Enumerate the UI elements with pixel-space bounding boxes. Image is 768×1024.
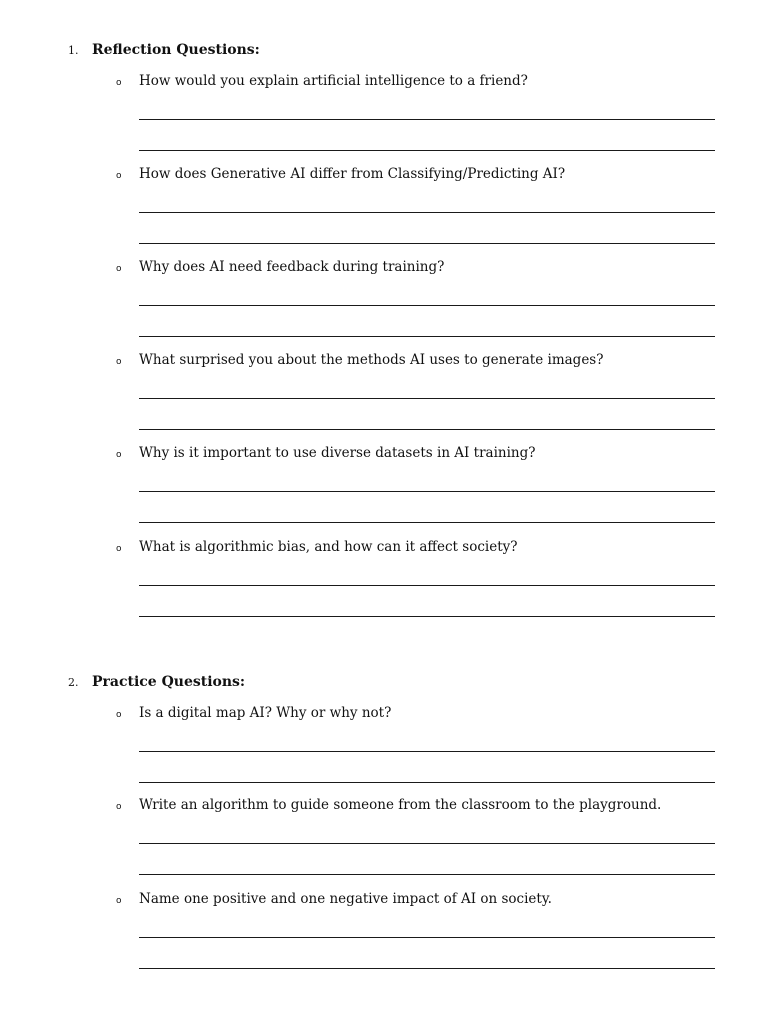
bullet-icon: o <box>116 710 122 720</box>
question-text: What surprised you about the methods AI uses to generate images? <box>139 352 604 368</box>
bullet-icon: o <box>116 896 122 906</box>
question-text: Why is it important to use diverse datasets in AI training? <box>139 445 536 461</box>
answer-line[interactable] <box>139 937 715 938</box>
question-text: Name one positive and one negative impact of AI on society. <box>139 891 552 907</box>
answer-line[interactable] <box>139 336 715 337</box>
answer-line[interactable] <box>139 150 715 151</box>
bullet-icon: o <box>116 357 122 367</box>
answer-line[interactable] <box>139 782 715 783</box>
bullet-icon: o <box>116 78 122 88</box>
section-number: 1. <box>68 44 79 57</box>
bullet-icon: o <box>116 264 122 274</box>
section-2-heading <box>68 674 245 690</box>
bullet-icon: o <box>116 171 122 181</box>
bullet-icon: o <box>116 802 122 812</box>
answer-line[interactable] <box>139 585 715 586</box>
answer-line[interactable] <box>139 243 715 244</box>
section-1-heading <box>68 42 260 58</box>
answer-line[interactable] <box>139 522 715 523</box>
answer-line[interactable] <box>139 305 715 306</box>
section-number: 2. <box>68 676 79 689</box>
question-text: Write an algorithm to guide someone from the classroom to the playground. <box>139 797 662 813</box>
answer-line[interactable] <box>139 429 715 430</box>
answer-line[interactable] <box>139 491 715 492</box>
answer-line[interactable] <box>139 212 715 213</box>
bullet-icon: o <box>116 450 122 460</box>
answer-line[interactable] <box>139 751 715 752</box>
question-text: Why does AI need feedback during training? <box>139 259 445 275</box>
question-text: What is algorithmic bias, and how can it affect society? <box>139 539 518 555</box>
question-text: Is a digital map AI? Why or why not? <box>139 705 392 721</box>
answer-line[interactable] <box>139 968 715 969</box>
answer-line[interactable] <box>139 398 715 399</box>
answer-line[interactable] <box>139 119 715 120</box>
question-text: How does Generative AI differ from Classifying/Predicting AI? <box>139 166 566 182</box>
answer-line[interactable] <box>139 843 715 844</box>
question-text: How would you explain artificial intelligence to a friend? <box>139 73 528 89</box>
bullet-icon: o <box>116 544 122 554</box>
answer-line[interactable] <box>139 874 715 875</box>
section-title: Reflection Questions: <box>92 42 260 58</box>
answer-line[interactable] <box>139 616 715 617</box>
section-title: Practice Questions: <box>92 674 246 690</box>
